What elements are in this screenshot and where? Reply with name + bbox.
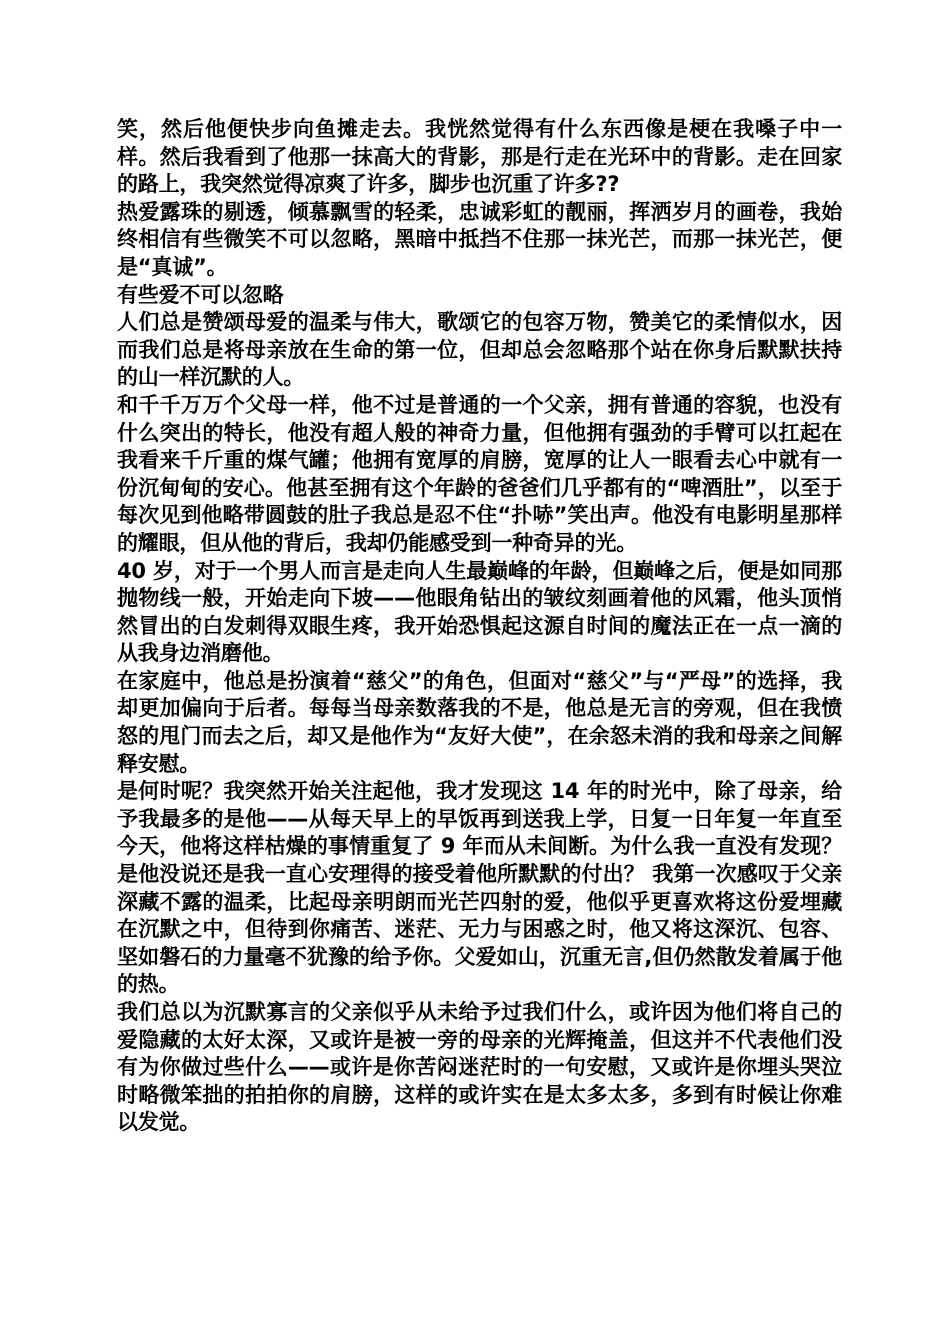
section-heading: 有些爱不可以忽略 — [117, 282, 284, 307]
paragraph-7: 是何时呢？我突然开始关注起他，我才发现这 14 年的时光中，除了母亲，给予我最多的是他——从每天早上的早饭再到送我上学，日复一日年复一年直至今天，他将这样枯燥的事情重复了 9 年而从未间断。为什么我一直没有发现？是他没说还是我一直心安理得的接受着他所默默的付出？ 我第一次感叹于父亲深藏不露的温柔，比起母亲明朗而光芒四射的爱，他似乎更喜欢将这份爱埋藏在沉默之中，但待到你痛苦、迷茫、无力与困惑之时，他又将这深沉、包容、坚如磐石的力量毫不犹豫的给予你。父爱如山，沉重无言,但仍然散发着属于他的热。 — [117, 779, 842, 997]
paragraph-5: 40 岁，对于一个男人而言是走向人生最巅峰的年龄，但巅峰之后，便是如同那抛物线一般，开始走向下坡——他眼角钻出的皱纹刻画着他的风霜，他头顶悄然冒出的白发刺得双眼生疼，我开始恐惧起这源自时间的魔法正在一点一滴的从我身边消磨他。 — [117, 558, 842, 666]
paragraph-1: 笑，然后他便快步向鱼摊走去。我恍然觉得有什么东西像是梗在我嗓子中一样。然后我看到了他那一抹高大的背影，那是行走在光环中的背影。走在回家的路上，我突然觉得凉爽了许多，脚步也沉重了许多?? — [117, 117, 842, 197]
document-body — [117, 116, 842, 1137]
paragraph-4: 和千千万万个父母一样，他不过是普通的一个父亲，拥有普通的容貌，也没有什么突出的特长，他没有超人般的神奇力量，但他拥有强劲的手臂可以扛起在我看来千斤重的煤气罐；他拥有宽厚的肩膀，宽厚的让人一眼看去心中就有一份沉甸甸的安心。他甚至拥有这个年龄的爸爸们几乎都有的“啤酒肚”，以至于每次见到他略带圆鼓的肚子我总是忍不住“扑哧”笑出声。他没有电影明星那样的耀眼，但从他的背后，我却仍能感受到一种奇异的光。 — [117, 392, 842, 555]
paragraph-6: 在家庭中，他总是扮演着“慈父”的角色，但面对“慈父”与“严母”的选择，我却更加偏向于后者。每每当母亲数落我的不是，他总是无言的旁观，但在我愤怒的甩门而去之后，却又是他作为“友好大使”，在余怒未消的我和母亲之间解释安慰。 — [117, 668, 842, 776]
paragraph-3: 人们总是赞颂母爱的温柔与伟大，歌颂它的包容万物，赞美它的柔情似水，因而我们总是将母亲放在生命的第一位，但却总会忽略那个站在你身后默默扶持的山一样沉默的人。 — [117, 310, 842, 390]
paragraph-8: 我们总以为沉默寡言的父亲似乎从未给予过我们什么，或许因为他们将自己的爱隐藏的太好太深，又或许是被一旁的母亲的光辉掩盖，但这并不代表他们没有为你做过些什么——或许是你苦闷迷茫时的一句安慰，又或许是你埋头哭泣时略微笨拙的拍拍你的肩膀，这样的或许实在是太多太多，多到有时候让你难以发觉。 — [117, 1000, 842, 1135]
paragraph-2: 热爱露珠的剔透，倾慕飘雪的轻柔，忠诚彩虹的靓丽，挥洒岁月的画卷，我始终相信有些微笑不可以忽略，黑暗中抵挡不住那一抹光芒，而那一抹光芒，便是“真诚”。 — [117, 199, 842, 279]
